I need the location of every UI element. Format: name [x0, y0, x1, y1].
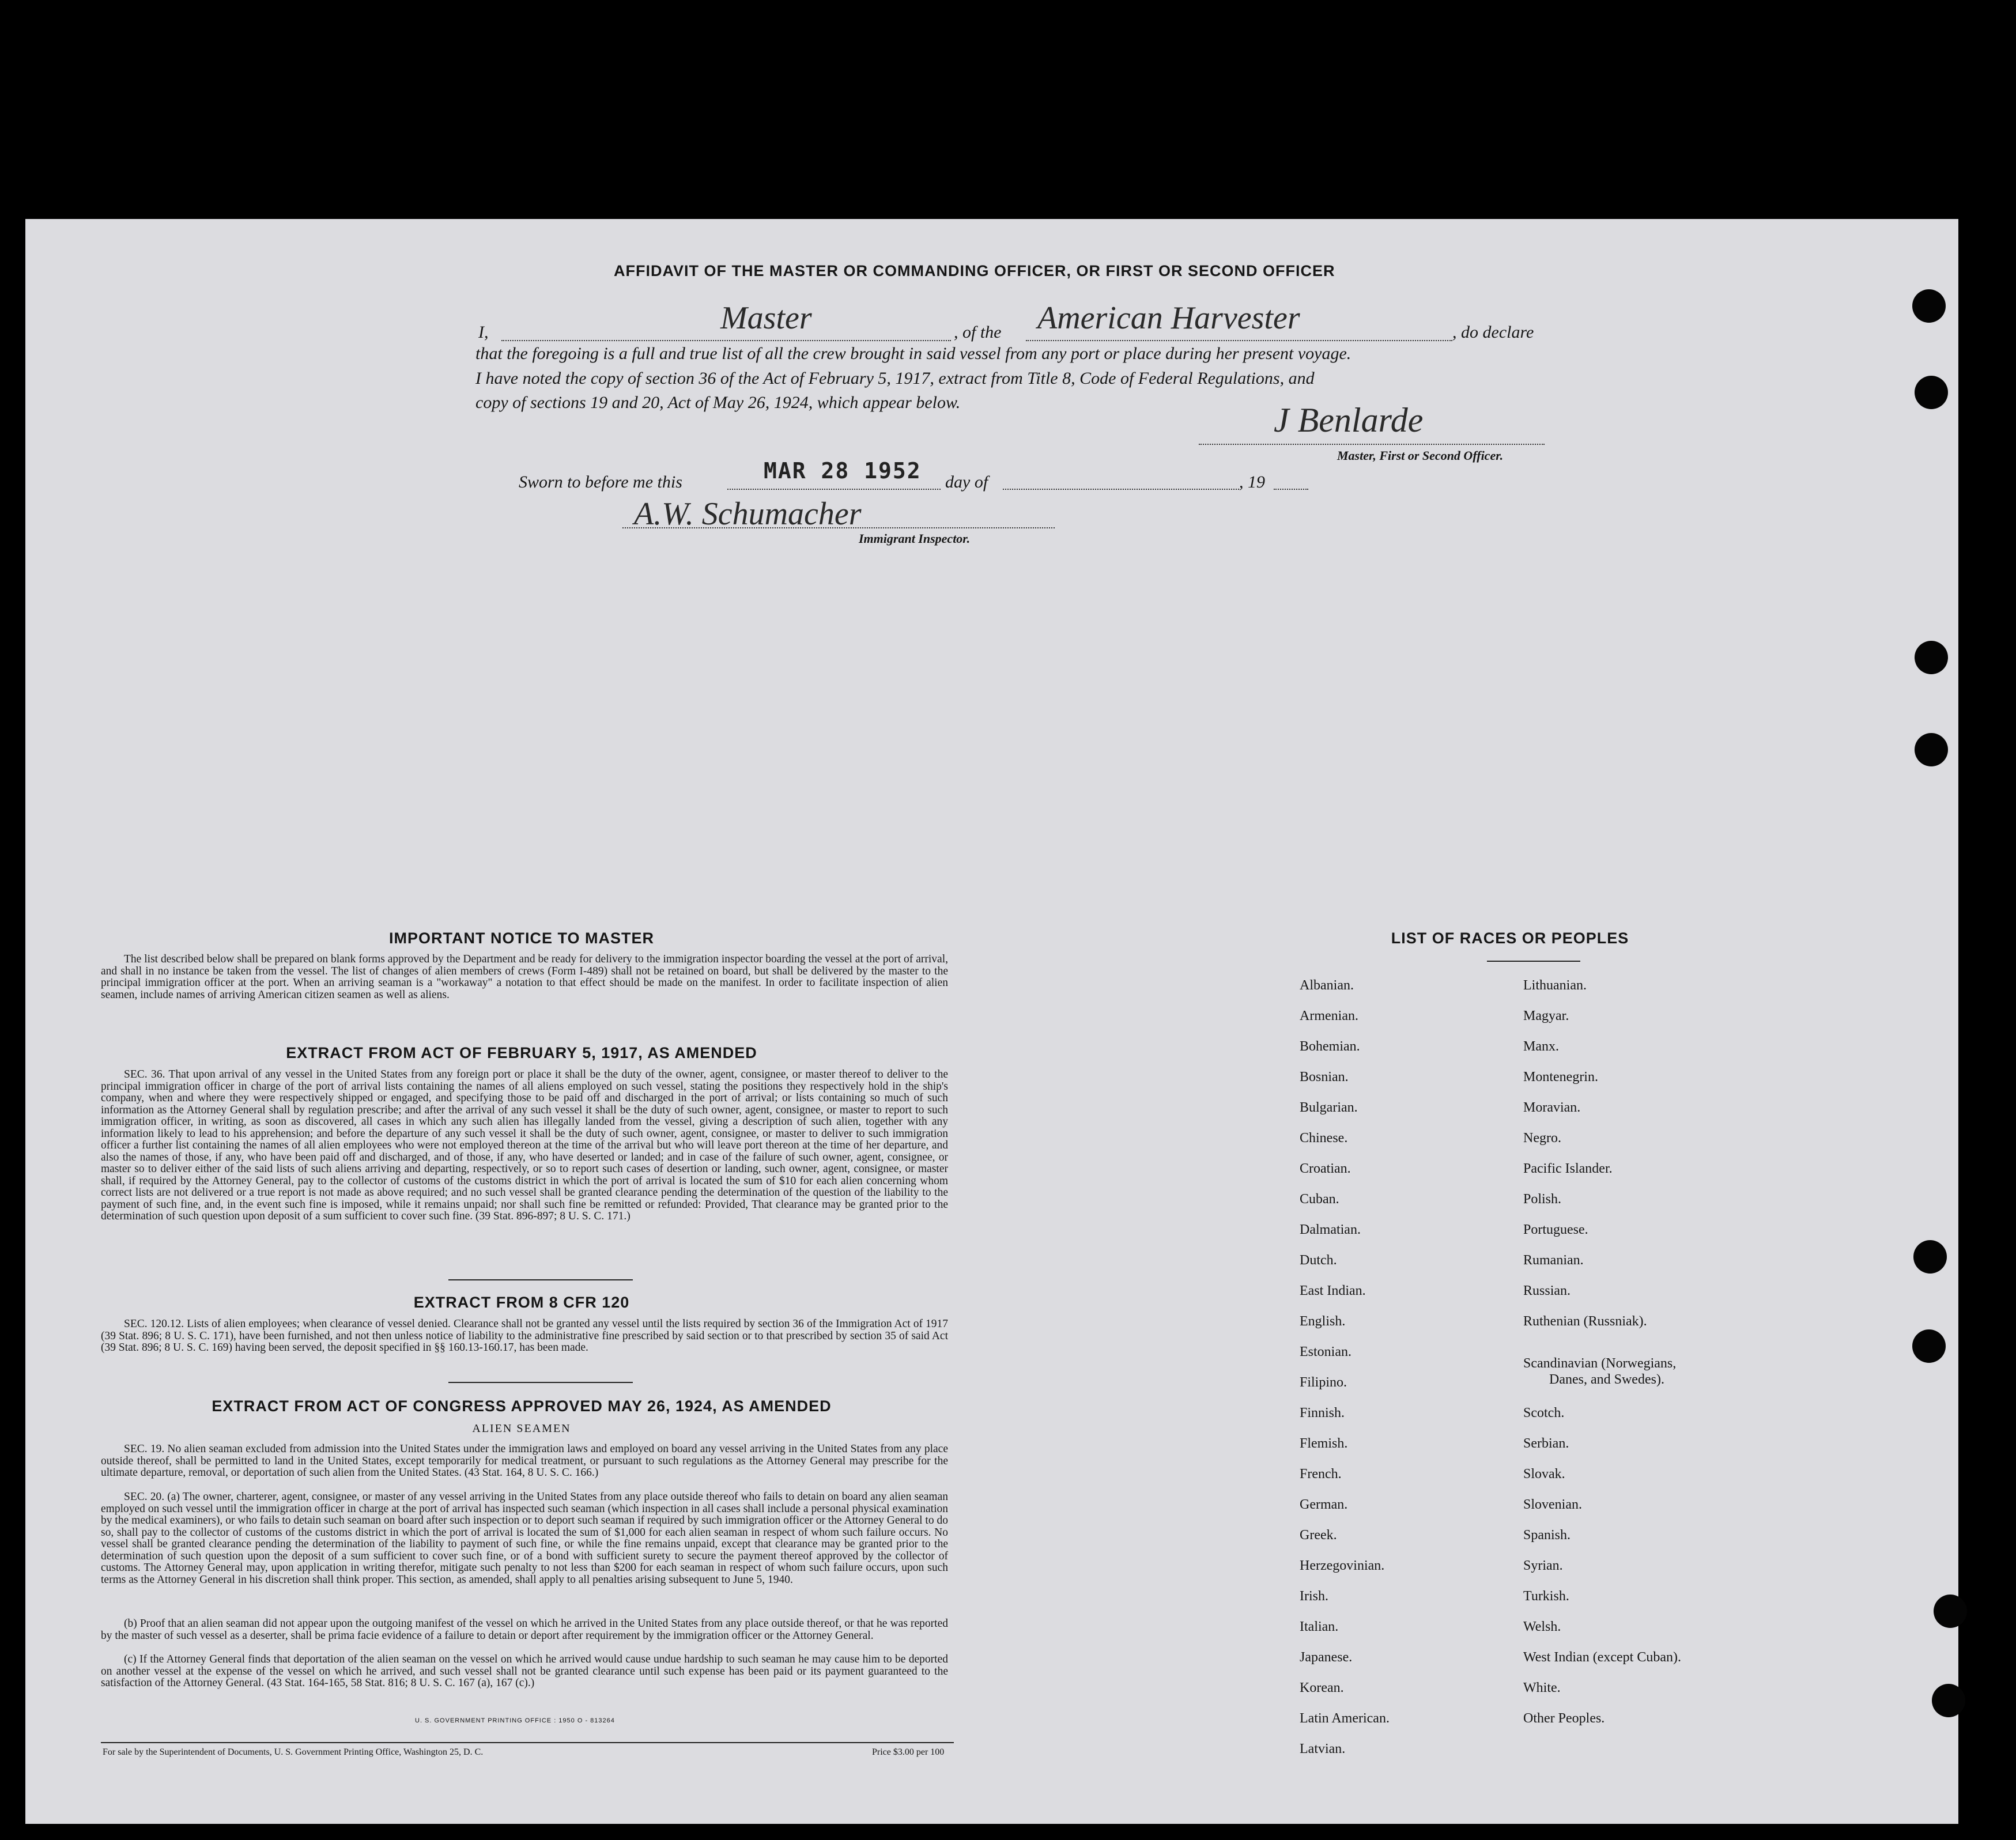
race-item: Armenian.	[1300, 1008, 1358, 1023]
race-item: Polish.	[1523, 1192, 1562, 1207]
race-item: Portuguese.	[1523, 1222, 1588, 1237]
extract-1924-p1: SEC. 19. No alien seaman excluded from admission into the United States under the immigration laws and employed on board any vessel arriving in the United States from any place outside thereof, shall be permitted to land in the United States, except temporarily for medical treatment, or pursuant to such regulations as the Attorney General may prescribe for the ultimate departure, removal, or deportation of such alien from the United States. (43 Stat. 164, 8 U. S. C. 166.)	[101, 1443, 948, 1479]
officer-line	[501, 340, 951, 341]
races-column-2	[1523, 978, 1681, 1741]
do-declare-label: , do declare	[1452, 323, 1534, 342]
race-item: Welsh.	[1523, 1619, 1561, 1634]
race-item: French.	[1300, 1467, 1342, 1482]
race-item: Negro.	[1523, 1131, 1561, 1146]
race-item: Turkish.	[1523, 1589, 1569, 1604]
binder-hole	[1934, 1595, 1967, 1628]
race-item: Albanian.	[1300, 978, 1354, 993]
race-item: Danes, and Swedes).	[1549, 1372, 1664, 1387]
races-title-rule	[1487, 961, 1580, 962]
master-caption: Master, First or Second Officer.	[1337, 448, 1504, 463]
year-label: , 19	[1239, 473, 1265, 492]
sworn-label: Sworn to before me this	[519, 473, 682, 492]
inspector-signature: A.W. Schumacher	[634, 496, 862, 532]
races-column-1	[1300, 978, 1390, 1772]
race-item: Bosnian.	[1300, 1070, 1349, 1085]
affidavit-title: AFFIDAVIT OF THE MASTER OR COMMANDING OFFICER, OR FIRST OR SECOND OFFICER	[614, 262, 1335, 279]
race-item: West Indian (except Cuban).	[1523, 1650, 1681, 1665]
race-item: Scandinavian (Norwegians,	[1523, 1356, 1677, 1371]
race-item: Latvian.	[1300, 1741, 1346, 1756]
binder-hole	[1915, 376, 1948, 409]
race-item: Italian.	[1300, 1619, 1339, 1634]
race-item: East Indian.	[1300, 1283, 1366, 1298]
race-item: Herzegovinian.	[1300, 1558, 1385, 1573]
race-item: Dalmatian.	[1300, 1222, 1361, 1237]
inspector-signature-line	[622, 527, 1055, 528]
race-item: Bulgarian.	[1300, 1100, 1358, 1115]
extract-1924-subtitle: ALIEN SEAMEN	[472, 1422, 571, 1435]
race-item: Pacific Islander.	[1523, 1161, 1613, 1176]
races-title: LIST OF RACES OR PEOPLES	[1391, 930, 1629, 947]
gpo-line: U. S. GOVERNMENT PRINTING OFFICE : 1950 O - 813264	[415, 1717, 615, 1724]
divider-rule	[448, 1382, 633, 1383]
race-item: Filipino.	[1300, 1375, 1347, 1390]
master-signature: J Benlarde	[1274, 401, 1424, 439]
master-signature-line	[1199, 444, 1545, 445]
extract-1924-p2: SEC. 20. (a) The owner, charterer, agent, consignee, or master of any vessel arriving in the United States from any place outside thereof who fails to detain on board any alien seaman employed on such vessel until the immigration officer in charge at the port of arrival has inspected such seaman (which inspection in all cases shall include a personal physical examination by the medical examiners), or who fails to detain such seaman on board after such inspection or to deport such seaman if required by such immigration officer or the Attorney General to do so, shall pay to the collector of customs of the customs district in which the port of arrival is located the sum of $1,000 for each alien seaman in respect of whom such failure occurs. No vessel shall be granted clearance pending the determination of the liability to payment of such fine, or while the fine remains unpaid, except that clearance may be granted prior to the determination of such question upon the deposit of a sum sufficient to cover such fine, or of a bond with sufficient surety to secure the payment thereof approved by the collector of customs. The Attorney General may, upon application in writing therefor, mitigate such penalty to not less than $200 for each seaman in respect of whom such failure occurs, upon such terms as the Attorney General in his discretion shall think proper. This section, as amended, shall apply to all penalties arising subsequent to June 5, 1940.	[101, 1491, 948, 1586]
binder-hole	[1915, 641, 1948, 674]
date-stamp: MAR 28 1952	[764, 458, 922, 483]
extract-cfr-text: SEC. 120.12. Lists of alien employees; when clearance of vessel denied. Clearance shall not be granted any vessel until the lists required by section 36 of the Immigration Act of 1917 (39 Stat. 896; 8 U. S. C. 171), have been furnished, and not then unless notice of liability to the administrative fine prescribed by said section or to that prescribed by section 35 of said Act (39 Stat. 896; 8 U. S. C. 169) having been served, the deposit specified in §§ 160.13-160.17, has been made.	[101, 1318, 948, 1354]
divider-rule	[448, 1279, 633, 1280]
month-line	[1003, 489, 1239, 490]
race-item: Bohemian.	[1300, 1039, 1360, 1054]
race-item: Spanish.	[1523, 1528, 1571, 1543]
race-item: Dutch.	[1300, 1253, 1337, 1268]
vessel-line	[1026, 340, 1452, 341]
extract-1917-text: SEC. 36. That upon arrival of any vessel in the United States from any foreign port or place it shall be the duty of the owner, agent, consignee, or master thereof to deliver to the principal immigration officer in charge of the port of arrival lists containing the names of all aliens employed on such vessel, stating the positions they respectively hold in the ship's company, when and where they were respectively shipped or engaged, and specifying those to be paid off and discharged in the port of arrival; or lists containing so much of such information as the Attorney General shall by regulation prescribe; and after the arrival of any such vessel it shall be the duty of such owner, agent, consignee, or master to report to such immigration officer, in writing, as soon as discovered, all cases in which any such alien has illegally landed from the vessel, giving a description of such alien, together with any information likely to lead to his apprehension; and before the departure of any such vessel it shall be the duty of such owner, agent, consignee, or master to deliver to such immigration officer a further list containing the names of all alien employees who were not employed thereon at the time of the arrival but who will leave port thereon at the time of her departure, and also the names of those, if any, who have been paid off and discharged, and of those, if any, who have deserted or landed; and in case of the failure of such owner, agent, consignee, or master so to deliver either of the said lists of such aliens arriving and departing, respectively, or so to report such cases of desertion or landing, such owner, agent, consignee, or master shall, if required by the Attorney General, pay to the collector of customs of the customs district in which the port of arrival is located the sum of $10 for each alien concerning whom correct lists are not delivered or a true report is not made as above required; and no such vessel shall be granted clearance pending the determination of the question of the liability to the payment of such fine, and, in the event such fine is imposed, while it remains unpaid; nor shall such fine be remitted or refunded: Provided, That clearance may be granted prior to the determination of such question upon deposit of a sum sufficient to cover such fine. (39 Stat. 896-897; 8 U. S. C. 171.)	[101, 1068, 948, 1222]
race-item: Magyar.	[1523, 1008, 1569, 1023]
race-item: Chinese.	[1300, 1131, 1348, 1146]
race-item: Other Peoples.	[1523, 1711, 1605, 1726]
binder-hole	[1915, 733, 1948, 766]
extract-1924-p3: (b) Proof that an alien seaman did not appear upon the outgoing manifest of the vessel on which he arrived in the United States from any place outside thereof, or that he was reported by the master of such vessel as a deserter, shall be prima facie evidence of a failure to detain or deport after requirement by the immigration officer or the Attorney General.	[101, 1618, 948, 1642]
race-item: Lithuanian.	[1523, 978, 1587, 993]
footer-left: For sale by the Superintendent of Documents, U. S. Government Printing Office, Washington 25, D. C.	[103, 1747, 484, 1757]
race-item: Japanese.	[1300, 1650, 1353, 1665]
year-line	[1274, 489, 1308, 490]
inspector-caption: Immigrant Inspector.	[859, 531, 971, 546]
notice-title: IMPORTANT NOTICE TO MASTER	[389, 930, 654, 947]
race-item: Russian.	[1523, 1283, 1571, 1298]
vessel-handwritten: American Harvester	[1037, 300, 1300, 336]
race-item: Ruthenian (Russniak).	[1523, 1314, 1647, 1329]
of-the-label: , of the	[954, 323, 1002, 342]
extract-cfr-title: EXTRACT FROM 8 CFR 120	[413, 1294, 630, 1311]
binder-hole	[1913, 1240, 1947, 1274]
affidavit-line-2: that the foregoing is a full and true list of all the crew brought in said vessel from any port or place during her present voyage.	[475, 344, 1351, 363]
race-item: Manx.	[1523, 1039, 1559, 1054]
i-label: I,	[478, 323, 489, 342]
binder-hole	[1912, 289, 1946, 323]
race-item: Montenegrin.	[1523, 1070, 1598, 1085]
binder-hole	[1912, 1329, 1946, 1363]
race-item: White.	[1523, 1680, 1561, 1695]
affidavit-line-3: I have noted the copy of section 36 of the Act of February 5, 1917, extract from Title 8, Code of Federal Regulations, and	[475, 369, 1315, 388]
race-item: Moravian.	[1523, 1100, 1581, 1115]
race-item: Rumanian.	[1523, 1253, 1584, 1268]
race-item: English.	[1300, 1314, 1346, 1329]
notice-text: The list described below shall be prepared on blank forms approved by the Department and be ready for delivery to the immigration inspector boarding the vessel at the port of arrival, and shall in no instance be taken from the vessel. The list of changes of alien members of crews (Form I-489) shall not be retained on board, but shall be delivered by the master to the principal immigration officer at the port. When an arriving seaman is a "workaway" a notation to that effect should be made on the manifest. In order to facilitate inspection of alien seamen, include names of arriving American citizen seamen as well as aliens.	[101, 953, 948, 1001]
binder-hole	[1932, 1684, 1965, 1717]
extract-1924-p4: (c) If the Attorney General finds that deportation of the alien seaman on the vessel on which he arrived would cause undue hardship to such seaman he may cause him to be deported on another vessel at the expense of the vessel on which he arrived, and such vessel shall not be granted clearance until such expense has been paid or its payment guaranteed to the satisfaction of the Attorney General. (43 Stat. 164-165, 58 Stat. 816; 8 U. S. C. 167 (a), 167 (c).)	[101, 1653, 948, 1689]
race-item: Cuban.	[1300, 1192, 1339, 1207]
race-item: Irish.	[1300, 1589, 1328, 1604]
day-of-label: day of	[945, 473, 988, 492]
officer-handwritten: Master	[720, 300, 812, 336]
race-item: Serbian.	[1523, 1436, 1569, 1451]
race-item: Korean.	[1300, 1680, 1344, 1695]
race-item: Slovak.	[1523, 1467, 1565, 1482]
race-item: Scotch.	[1523, 1405, 1565, 1420]
race-item: German.	[1300, 1497, 1348, 1512]
footer-right: Price $3.00 per 100	[872, 1747, 945, 1757]
affidavit-line-4: copy of sections 19 and 20, Act of May 26, 1924, which appear below.	[475, 393, 961, 412]
race-item: Finnish.	[1300, 1405, 1345, 1420]
sworn-date-line	[727, 489, 941, 490]
race-item: Greek.	[1300, 1528, 1337, 1543]
footer-rule	[101, 1742, 954, 1743]
race-item: Estonian.	[1300, 1344, 1351, 1359]
race-item: Latin American.	[1300, 1711, 1390, 1726]
race-item: Flemish.	[1300, 1436, 1348, 1451]
race-item: Slovenian.	[1523, 1497, 1582, 1512]
extract-1924-title: EXTRACT FROM ACT OF CONGRESS APPROVED MAY 26, 1924, AS AMENDED	[212, 1397, 832, 1415]
race-item: Croatian.	[1300, 1161, 1351, 1176]
extract-1917-title: EXTRACT FROM ACT OF FEBRUARY 5, 1917, AS AMENDED	[286, 1044, 757, 1061]
race-item: Syrian.	[1523, 1558, 1563, 1573]
